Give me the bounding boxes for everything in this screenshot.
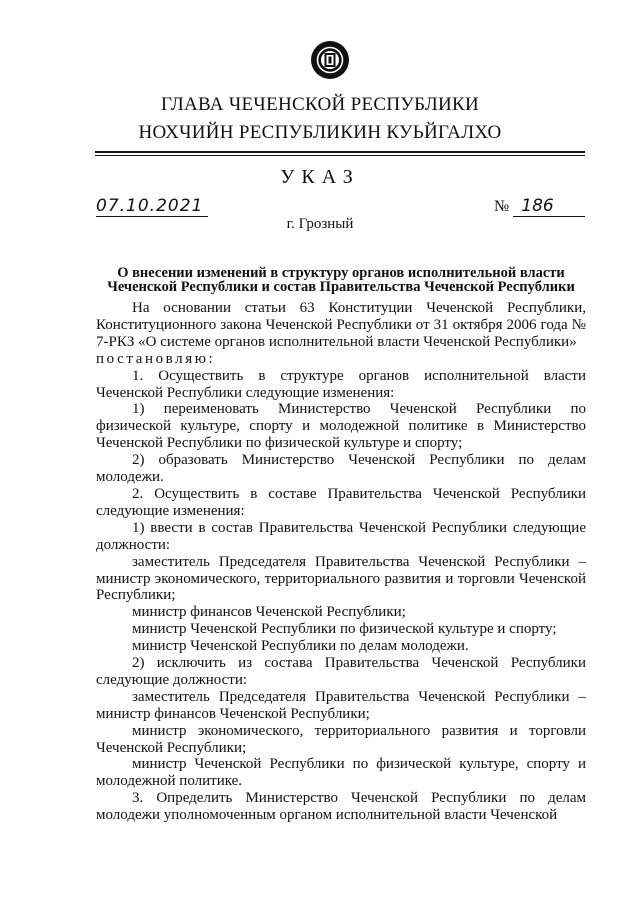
paragraph: министр Чеченской Республики по физической культуре и спорту; xyxy=(132,621,557,638)
paragraph: 1) ввести в состав Правительства Чеченской Республики следующие должности: xyxy=(96,519,586,553)
document-title xyxy=(96,266,586,294)
paragraph: 2) исключить из состава Правительства Чеченской Республики следующие должности: xyxy=(96,655,586,688)
paragraph: 3. Определить Министерство Чеченской Республики по делам молодежи уполномоченным органом исполнительной власти Чеченской xyxy=(96,790,586,824)
number-sign: № xyxy=(494,198,510,215)
paragraph: заместитель Председателя Правительства Чеченской Республики – министр экономического, территориального развития и торговли Чеченской Республики; xyxy=(96,553,586,604)
header-title-ce: НОХЧИЙН РЕСПУБЛИКИН КУЬЙГАЛХО xyxy=(138,122,502,143)
paragraph: 2. Осуществить в составе Правительства Чеченской Республики следующие изменения: xyxy=(96,485,586,519)
title-line: О внесении изменений в структуру органов исполнительной власти xyxy=(117,265,565,281)
document-number xyxy=(494,196,585,217)
chechen-republic-emblem-icon xyxy=(310,40,350,80)
paragraph: министр экономического, территориального развития и торговли Чеченской Республики; xyxy=(96,722,586,756)
paragraph: министр финансов Чеченской Республики; xyxy=(132,604,406,621)
paragraph: 1. Осуществить в структуре органов исполнительной власти Чеченской Республики следующие изменения: xyxy=(96,367,586,401)
document-date: 07.10.2021 xyxy=(96,196,208,217)
header-divider-thin xyxy=(95,155,585,156)
header-divider-thick xyxy=(95,151,585,153)
document-city: г. Грозный xyxy=(286,216,354,232)
paragraph: министр Чеченской Республики по физической культуре, спорту и молодежной политике. xyxy=(96,756,586,790)
paragraph: 1) переименовать Министерство Чеченской Республики по физической культуре, спорту и молодежной политике в Министерство Чеченской Республики по физической культуре и спорту; xyxy=(96,401,586,452)
number-value: 186 xyxy=(513,196,585,217)
decree-word: постановляю: xyxy=(96,350,216,367)
document-type: УКАЗ xyxy=(280,166,360,188)
paragraph: 2) образовать Министерство Чеченской Республики по делам молодежи. xyxy=(96,452,586,486)
title-line: Чеченской Республики и состав Правительства Чеченской Республики xyxy=(107,279,575,295)
document-body xyxy=(96,300,586,824)
paragraph: министр Чеченской Республики по делам молодежи. xyxy=(132,638,469,655)
paragraph: заместитель Председателя Правительства Чеченской Республики – министр финансов Чеченской Республики; xyxy=(96,688,586,722)
preamble: На основании статьи 63 Конституции Чеченской Республики, Конституционного закона Чеченской Республики от 31 октября 2006 года № 7-РКЗ «О системе органов исполнительной власти Чеченской Республики» xyxy=(96,300,586,350)
header-title-ru: ГЛАВА ЧЕЧЕНСКОЙ РЕСПУБЛИКИ xyxy=(160,94,480,115)
